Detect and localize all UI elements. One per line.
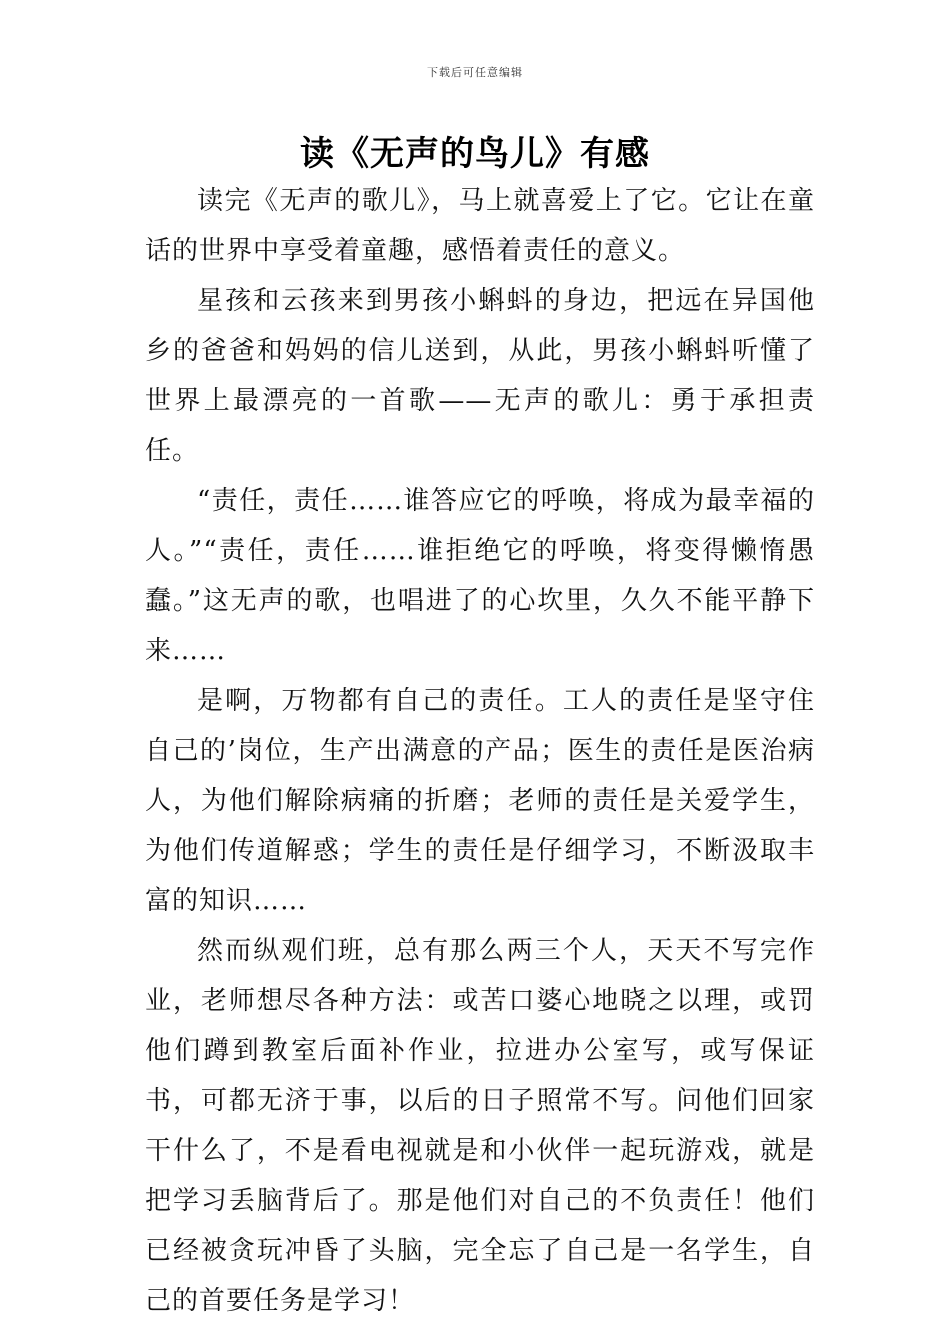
header-note: 下载后可任意编辑 xyxy=(427,66,523,79)
document-title: 读《无声的鸟儿》有感 xyxy=(300,134,650,174)
paragraph-5: 然而纵观们班，总有那么两三个人，天天不写完作业，老师想尽各种方法：或苦口婆心地晓之以理，或罚他们蹲到教室后面补作业，拉进办公室写，或写保证书，可都无济于事，以后的日子照常不写。问他们回家干什么了，不是看电视就是和小伙伴一起玩游戏，就是把学习丢脑背后了。那是他们对自己的不负责任！他们已经被贪玩冲昏了头脑，完全忘了自己是一名学生，自己的首要任务是学习！ xyxy=(145,936,815,1316)
document-body xyxy=(145,176,815,1326)
paragraph-2: 星孩和云孩来到男孩小蝌蚪的身边，把远在异国他乡的爸爸和妈妈的信儿送到，从此，男孩小蝌蚪听懂了世界上最漂亮的一首歌——无声的歌儿：勇于承担责任。 xyxy=(145,286,815,466)
paragraph-3: “责任，责任……谁答应它的呼唤，将成为最幸福的人。”“责任，责任……谁拒绝它的呼唤，将变得懒惰愚蠢。”这无声的歌，也唱进了的心坎里，久久不能平静下来…… xyxy=(145,486,815,666)
paragraph-4: 是啊，万物都有自己的责任。工人的责任是坚守住自己的’岗位，生产出满意的产品；医生的责任是医治病人，为他们解除病痛的折磨；老师的责任是关爱学生，为他们传道解惑；学生的责任是仔细学习，不断汲取丰富的知识…… xyxy=(145,686,815,916)
paragraph-1: 读完《无声的歌儿》，马上就喜爱上了它。它让在童话的世界中享受着童趣，感悟着责任的意义。 xyxy=(145,186,815,266)
